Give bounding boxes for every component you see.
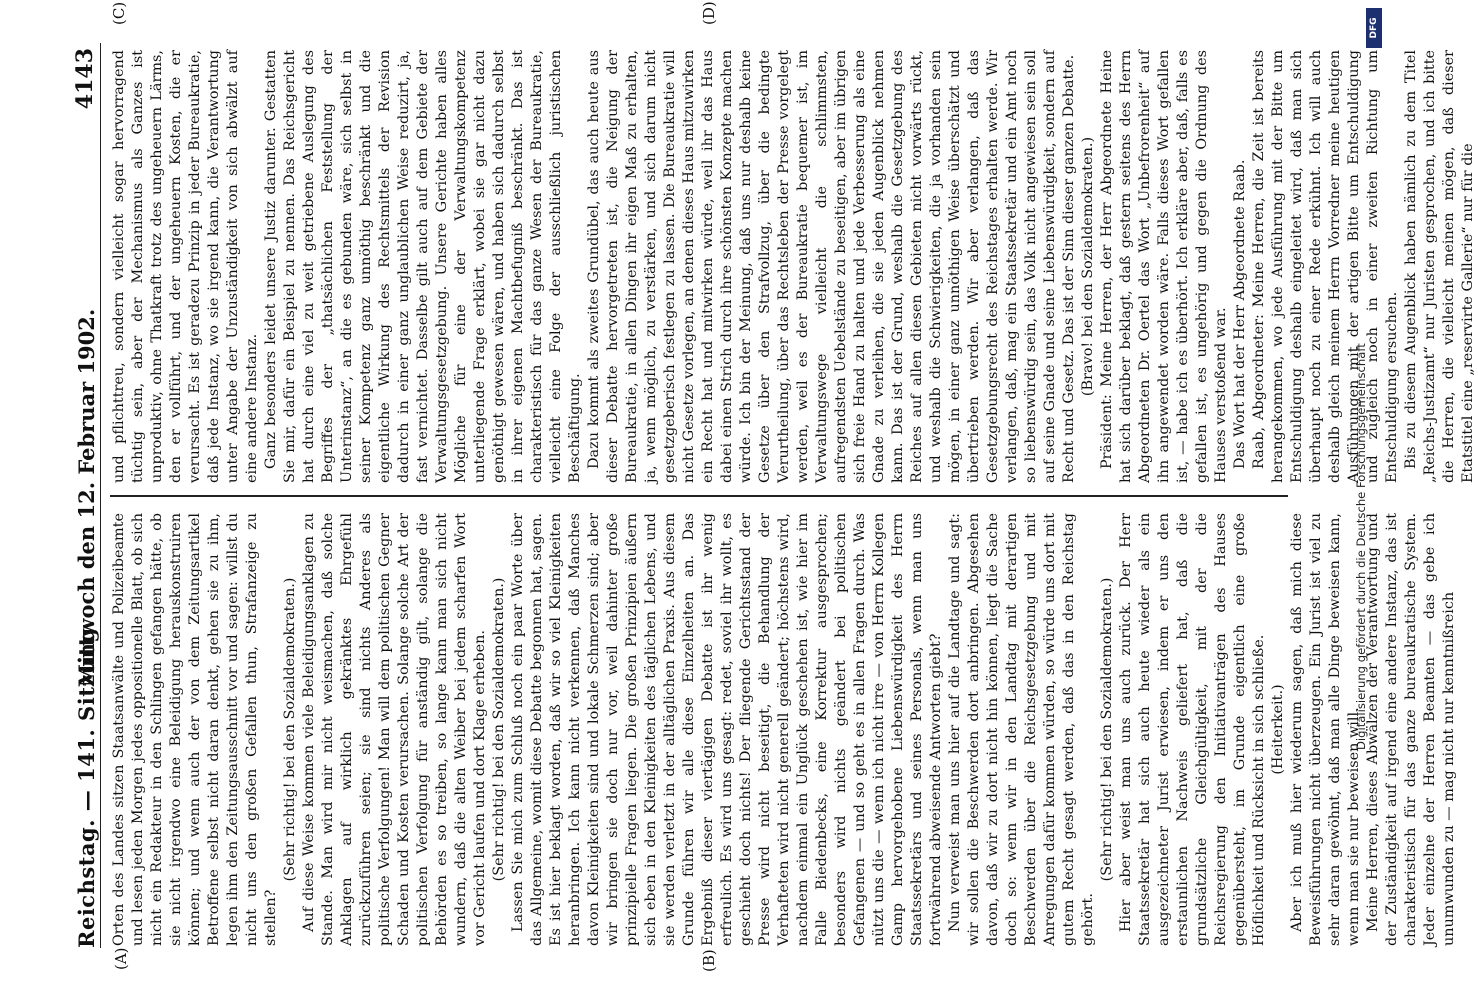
margin-marker-c: (C) [110, 1, 128, 25]
funding-credit [1346, 10, 1382, 750]
paragraph: Dazu kommt als zweites Grundübel, das auch heute aus dieser Debatte hervorgetreten ist, die Neigung der Bureaukratie, in allen Dingen ihr eigen Maß zu erhalten, ja, wenn möglich, zu verstärken, und sich darum nicht gesetzgeberisch festlegen zu lassen. Die Bureaukratie will nicht Gesetze vorlegen, an denen dieses Haus mitzuwirken ein Recht hat und mitwirken würde, weil ihr das Haus dabei einen Strich durch ihre schönsten Konzepte machen würde. Ich bin der Meinung, daß uns nur deshalb keine Gesetze über den Strafvollzug, über die bedingte Verurtheilung, über das Rechtsleben der Presse vorgelegt werden, weil es der Bureaukratie bequemer ist, im Verwaltungswege vielleicht die schlimmsten, aufregendsten Uebelstände zu beseitigen, aber im übrigen sich freie Hand zu halten und jede Verbesserung als eine Gnade zu verleihen, die sie jeden Augenblick nehmen kann. Das ist der Grund, weshalb die Gesetzgebung des Reiches auf allen diesen Gebieten nicht vorwärts rückt, und weshalb die Schwierigkeiten, die ja vorhanden sein mögen, in einer ganz unnöthigen Weise überschätzt und übertrieben werden. Wir aber verlangen, daß das Gesetzgebungsrecht des Reichstages erhalten werde. Wir verlangen, daß, mag ein Staatssekretär und ein Amt noch so liebenswürdig sein, das Volk nicht angewiesen sein soll auf seine Gnade und seine Liebenswürdigkeit, sondern auf Recht und Gesetz. Das ist der Sinn dieser ganzen Debatte. [586, 50, 1077, 483]
interjection: (Heiterkeit.) [1270, 684, 1286, 775]
paragraph: Lassen Sie mich zum Schluß noch ein paar Worte über das Allgemeine, womit diese Debatte begonnen hat, sagen. Es ist hier beklagt worden, daß wir so viel Kleinigkeiten heranbringen. Ich kann nicht verkennen, daß Manches davon Kleinigkeiten sind und lokale Schmerzen sind; aber wir bringen sie doch nur vor, weil dahinter große prinzipielle Fragen liegen. Die großen Prinzipien äußern sich eben in den Kleinigkeiten des täglichen Lebens, und sie werden verletzt in der alltäglichen Praxis. Aus diesem Grunde führen wir alle diese Einzelheiten an. Das Ergebniß dieser viertägigen Debatte ist ihr wenig erfreulich. Es wird uns gesagt: redet, soviel ihr wollt, es geschieht doch nichts! Der fliegende Gerichtsstand der Presse wird nicht beseitigt, die Behandlung der Verhafteten wird nicht generell geändert; höchstens wird, nachdem einmal ein Unglück geschehen ist, wie hier im Falle Biedenbecks, eine Korrektur ausgesprochen; besonders wird nichts geändert bei politischen Gefangenen — und so geht es in allen Fragen durch. Was nützt uns die — wenn ich nicht irre — von Herrn Kollegen Gamp hervorgehobene Liebenswürdigkeit des Herrn Staatssekretärs und seines Personals, wenn man uns fortwährend abweisende Antworten giebt? [510, 513, 944, 946]
paragraph: Hier aber weist man uns auch zurück. Der Herr Staatssekretär hat sich auch heute wieder als ein ausgezeichneter Jurist erwiesen, indem er uns den erstaunlichen Nachweis geliefert hat, daß die grundsätzliche Gleichgültigkeit, mit der die Reichsregierung den Initiativanträgen des Hauses gegenübersteht, im Grunde eigentlich eine große Höflichkeit und Rücksicht in sich schließe. [1118, 513, 1267, 946]
credit-text: Digitalisierung gefördert durch die Deutsche Forschungsgemeinschaft [1354, 343, 1368, 750]
header-left: Reichstag. — 141. Sitzung. [74, 619, 99, 948]
paragraph: Ganz besonders leidet unsere Justiz darunter. Gestatten Sie mir, dafür ein Beispiel zu nennen. Das Reichsgericht hat durch eine viel zu weit getriebene Auslegung des Begriffes der „thatsächlichen Feststellung der Unterinstanz“, an die es gebunden wäre, sich selbst in seiner Kompetenz ganz unnöthig beschränkt und die eigentliche Wirkung des Rechtsmittels der Revision dadurch in einer ganz unglaublichen Weise reduzirt, ja, fast vernichtet. Dasselbe gilt auch auf dem Gebiete der Verwaltungsgesetzgebung. Unsere Gerichte haben alles Mögliche für eine der Verwaltungskompetenz unterliegende Frage erklärt, wobei sie gar nicht dazu genöthigt gewesen wären, und haben sich dadurch selbst in ihrer eigenen Machtbefugniß beschränkt. Das ist charakteristisch für das ganze Wesen der Bureaukratie, vielleicht eine Folge der ausschließlich juristischen Beschäftigung. [263, 50, 583, 483]
paragraph: Aber ich muß hier wiederum sagen, daß mich diese Beweisführungen nicht überzeugen. Ein Jurist ist viel zu sehr daran gewöhnt, daß man alle Dinge beweisen kann, wenn man sie nur beweisen will. [1289, 513, 1362, 946]
page-number: 4143 [72, 48, 98, 110]
interjection: (Sehr richtig! bei den Sozialdemokraten.) [491, 577, 507, 882]
dfg-logo [1366, 8, 1382, 48]
paragraph: Präsident: Meine Herren, der Herr Abgeordnete Heine hat sich darüber beklagt, daß gestern seitens des Herrn Abgeordneten Dr. Oertel das Wort „Unbefrorenheit“ auf ihn angewendet worden wäre. Falls dieses Wort gefallen ist, — habe ich es überhört. Ich erkläre aber, daß, falls es gefallen ist, es ungehörig und gegen die Ordnung des Hauses verstoßend war. [1099, 50, 1229, 483]
interjection: (Sehr richtig! bei den Sozialdemokraten.) [1099, 577, 1115, 882]
paragraph: Bis zu diesem Augenblick haben nämlich zu dem Titel „Reichs-Justizamt“ nur Juristen gesprochen, und ich bitte die Herren, die vielleicht meinen mögen, daß dieser Etatstitel eine „reservirte Gallerie“ nur für die [1403, 50, 1476, 483]
header-date: Mittwoch den 12. Februar 1902. [74, 308, 99, 688]
paragraph: Auf diese Weise kommen viele Beleidigungsanklagen zu Stande. Man wird mir nicht weismachen, daß solche Anklagen auf wirklich gekränktes Ehrgefühl zurückzuführen seien; sie sind nichts Anderes als politische Verfolgungen! Man will dem politischen Gegner Schaden und Kosten verursachen. Solange solche Art der politischen Verfolgung für anständig gilt, solange die Behörden es so treiben, so lange kann man sich nicht wundern, daß die alten Weiber bei jedem scharfen Wort vor Gericht laufen und dort Klage erheben. [301, 513, 488, 946]
paragraph: Meine Herren, dieses Abwälzen der Verantwortung und der Zuständigkeit auf irgend eine andere Instanz, das ist charakteristisch für das ganze bureaukratische System. Jeder einzelne der Herren Beamten — das gebe ich unumwunden zu — mag nicht nur kenntnißreich [1365, 513, 1457, 946]
right-column [110, 50, 1476, 483]
paragraph: Orten des Landes sitzen Staatsanwälte und Polizeibeamte und lesen jeden Morgen jedes oppositionelle Blatt, ob sich nicht ein Redakteur in den Schlingen gefangen hätte, ob sie nicht irgendwo eine Beleidigung herauskonstruiren können; und wenn auch der von dem Zeitungsartikel Betroffene selbst nicht daran denkt, gehen sie zu ihm, legen ihm den Zeitungsausschnitt vor und sagen: willst du nicht uns den großen Gefallen thun, Strafanzeige zu stellen? [111, 513, 279, 946]
paragraph: Das Wort hat der Herr Abgeordnete Raab. [1232, 159, 1248, 469]
paragraph: Raab, Abgeordneter: Meine Herren, die Zeit ist bereits herangekommen, wo jede Ausführung mit der Bitte um Entschuldigung deshalb eingeleitet wird, daß man sich überhaupt noch zu einer Rede erkühnt. Ich will auch deshalb gleich meinem Herrn Vorredner meine heutigen Ausführungen mit der artigen Bitte um Entschuldigung und zugleich noch in einer zweiten Richtung um Entschuldigung ersuchen. [1251, 50, 1400, 483]
margin-marker-b: (B) [700, 949, 718, 972]
paragraph: und pflichttreu, sondern vielleicht sogar hervorragend tüchtig sein, aber der Mechanismus als Ganzes ist unproduktiv, ohne Thatkraft trotz des ungeheuern Lärms, den er vollführt, und der ungeheuern Kosten, die er verursacht. Es ist geradezu Prinzip in jeder Bureaukratie, daß jede Instanz, wo sie irgend kann, die Verantwortung unter Angabe der Unzuständigkeit von sich abwälzt auf eine andere Instanz. [111, 50, 260, 483]
page-header [70, 48, 104, 948]
dfg-logo-text: DFG [1369, 17, 1379, 39]
margin-marker-d: (D) [700, 1, 718, 25]
header-rule [100, 43, 101, 948]
margin-marker-a: (A) [112, 947, 130, 970]
column-divider [110, 495, 1288, 497]
paragraph: Nun verweist man uns hier auf die Landtage und sagt: wir sollen die Beschwerden dort anbringen. Abgesehen davon, daß wir zu dort nicht hin können, liegt die Sache doch so: wenn wir in den Landtag mit derartigen Beschwerden über die Reichsgesetzgebung und mit Anregungen dafür kommen würden, so würde uns dort mit gutem Recht gesagt werden, daß das in den Reichstag gehört. [947, 513, 1096, 946]
interjection: (Bravo! bei den Sozialdemokraten.) [1080, 136, 1096, 397]
interjection: (Sehr richtig! bei den Sozialdemokraten.) [282, 577, 298, 882]
